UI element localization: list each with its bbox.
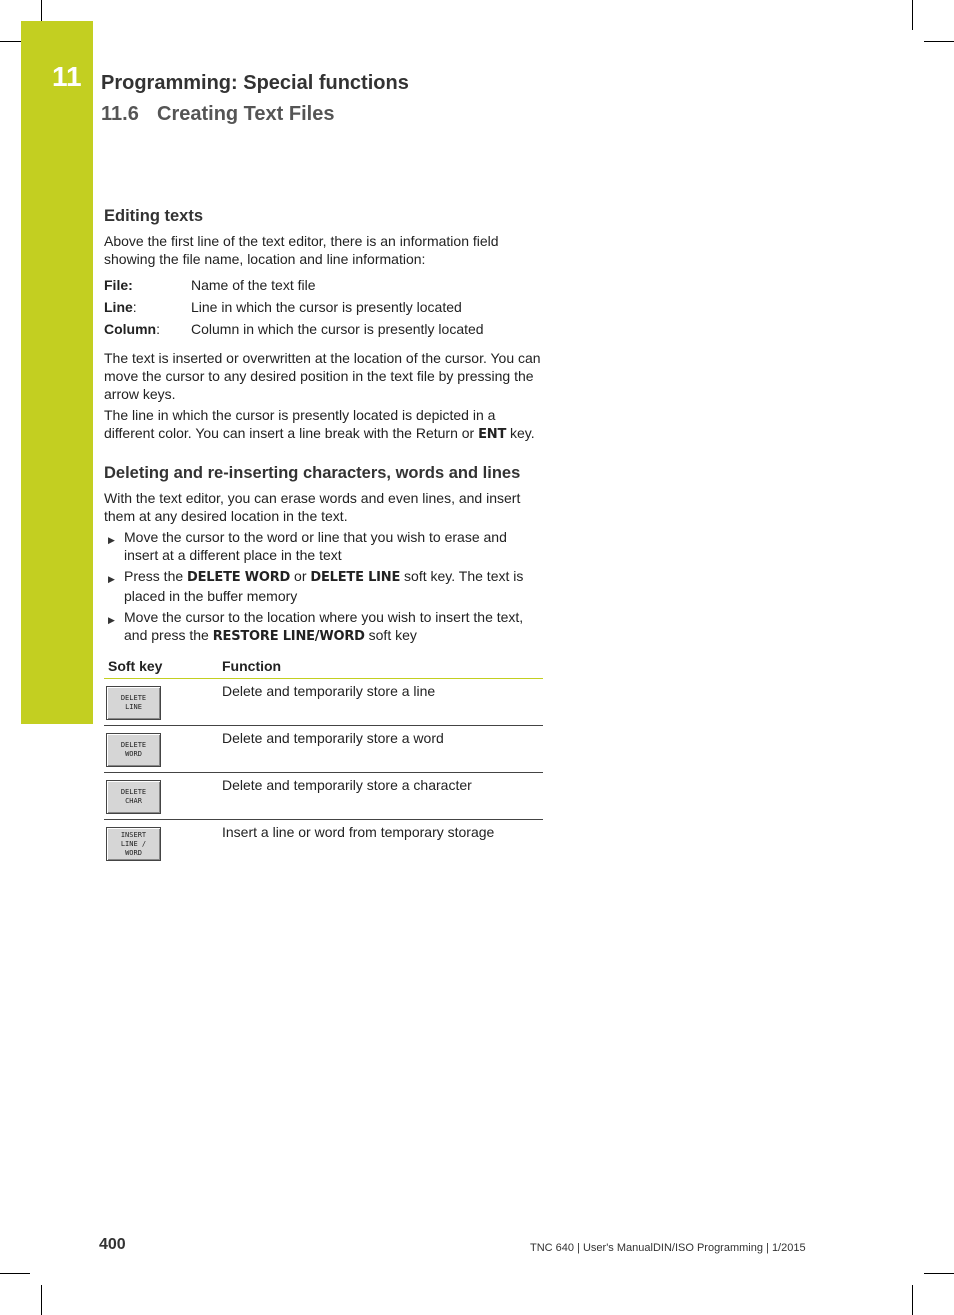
table-row [104,725,543,772]
crop-mark [924,41,954,42]
definition-desc: Column in which the cursor is presently located [191,321,484,337]
softkey-name: DELETE LINE [310,570,401,585]
arrow-right-icon: ▶ [108,535,115,545]
main-content [104,206,544,866]
deleting-intro: With the text editor, you can erase words and even lines, and insert them at any desired location in the text. [104,490,521,524]
heading-editing-texts: Editing texts [104,207,204,225]
crop-mark [912,0,913,30]
column-header-function: Function [213,654,543,678]
instruction-step: ▶ Press the DELETE WORD or DELETE LINE soft key. The text is placed in the buffer memory [108,568,524,604]
crop-mark [912,1285,913,1315]
definition-row: Column: Column in which the cursor is presently located [104,321,484,337]
instruction-step: ▶ Move the cursor to the location where you wish to insert the text, and press the RESTORE LINE/WORD soft key [108,609,524,644]
function-cell: Delete and temporarily store a character [213,772,543,819]
table-row [104,819,543,866]
section-name: Creating Text Files [157,103,335,125]
instruction-steps [104,528,544,646]
softkey-delete-word: DELETE WORD [106,733,161,767]
crop-mark [41,1285,42,1315]
function-cell: Insert a line or word from temporary storage [222,823,495,840]
editing-intro: Above the first line of the text editor, there is an information field showing the file name, location and line information: [104,233,499,267]
crop-mark [924,1273,954,1274]
softkey-name: DELETE WORD [187,570,291,585]
chapter-tab-bar [21,21,93,724]
column-header-softkey: Soft key [104,654,213,678]
footer-text: TNC 640 | User's ManualDIN/ISO Programming | 1/2015 [530,1242,806,1254]
definition-desc: Name of the text file [191,277,316,293]
definition-row: Line: Line in which the cursor is presently located [104,299,462,315]
table-header-row [104,654,543,678]
section-number: 11.6 [101,103,139,125]
table-row [104,678,543,725]
page-number: 400 [99,1236,126,1253]
editing-paragraph-line: The line in which the cursor is presently located is depicted in a different color. You can insert a line break with the Return or ENT key. [104,407,535,442]
arrow-right-icon: ▶ [108,574,115,584]
definition-term: File: [104,277,133,293]
table-row [104,772,543,819]
chapter-title: Programming: Special functions [101,72,409,94]
softkey-name: RESTORE LINE/WORD [212,629,365,644]
definition-term: Line [104,299,133,315]
chapter-number: 11 [52,61,82,92]
section-title [101,103,334,126]
crop-mark [0,1273,30,1274]
softkey-table [104,654,543,866]
softkey-insert-line-word: INSERT LINE / WORD [106,827,161,861]
definition-row [104,274,544,296]
function-cell: Delete and temporarily store a word [213,725,543,772]
softkey-delete-line: DELETE LINE [106,686,161,720]
definition-term: Column [104,321,157,337]
arrow-right-icon: ▶ [108,615,115,625]
heading-deleting: Deleting and re-inserting characters, words and lines [104,464,521,482]
info-field-definitions [104,274,544,340]
softkey-delete-char: DELETE CHAR [106,780,161,814]
definition-desc: Line in which the cursor is presently located [191,299,462,315]
instruction-step: ▶ Move the cursor to the word or line that you wish to erase and insert at a different place in the text [108,529,507,563]
editing-paragraph-cursor: The text is inserted or overwritten at the location of the cursor. You can move the cursor to any desired position in the text file by pressing the arrow keys. [104,350,541,402]
key-name: ENT [478,427,507,442]
function-cell: Delete and temporarily store a line [213,678,543,725]
